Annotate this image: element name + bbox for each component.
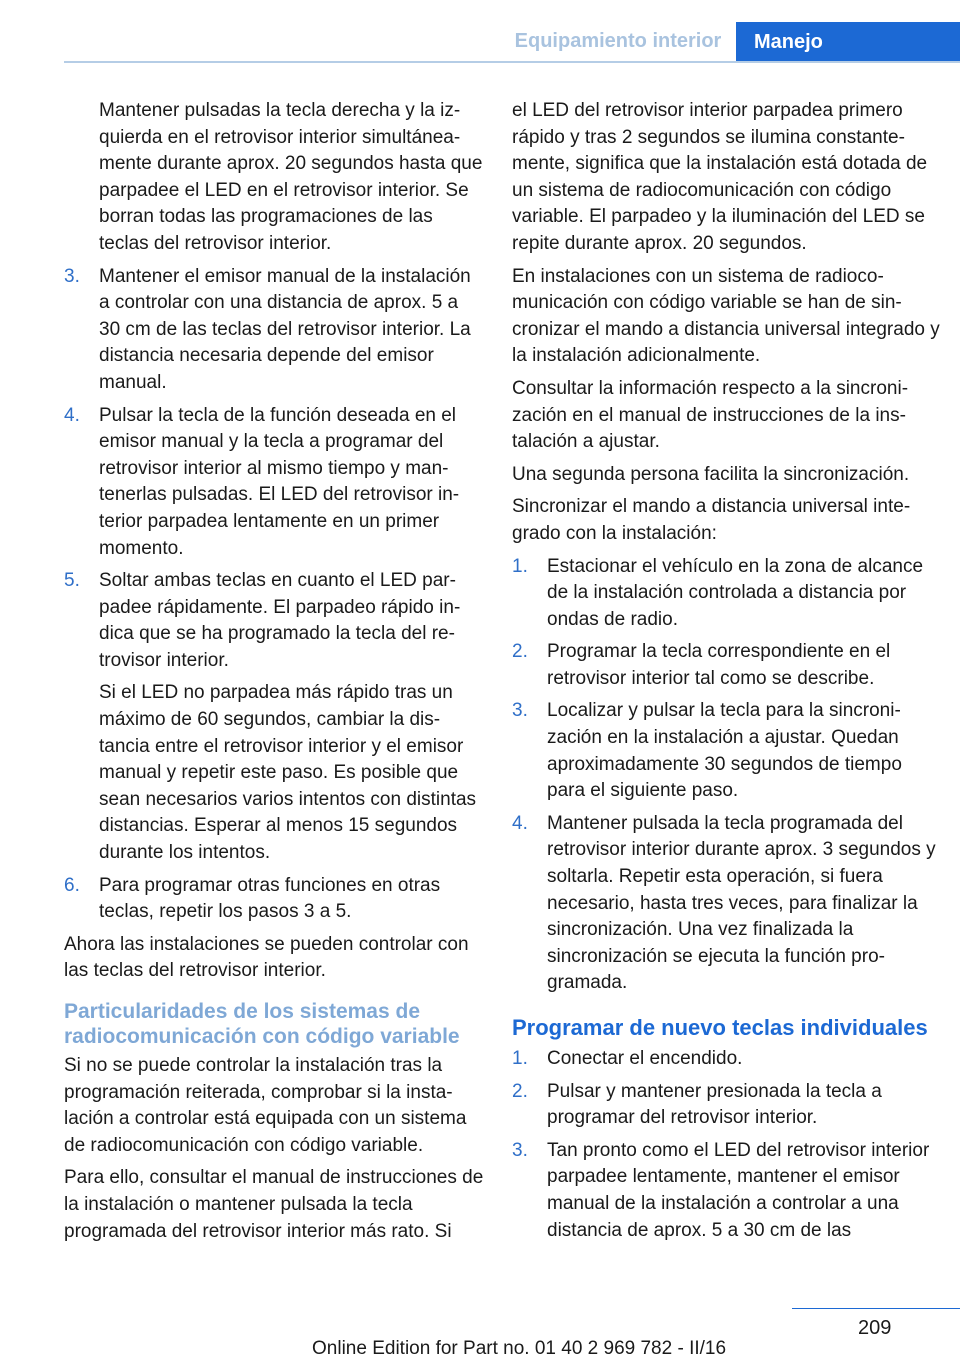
step-text: Mantener el emisor manual de la instalación a controlar con una distancia de aprox. 5 a 30 cm de las teclas del retrovisor interior. La distancia necesaria depende del emisor manual. [99,265,471,393]
subsection-heading: Particularidades de los sistemas de radiocomunicación con código variable [64,1000,460,1048]
right-column [512,98,942,1250]
step-text: Pulsar y mantener presionada la tecla a programar del retrovisor interior. [547,1080,882,1129]
page-number: 209 [858,1317,892,1339]
step-number: 3. [64,265,80,287]
step-2-continuation: Mantener pulsadas la tecla derecha y la izquierda en el retrovisor interior simultáneamente durante aprox. 20 segundos hasta que parpadee el LED en el retrovisor interior. Se borran todas las programaciones de las teclas del retrovisor interior. [99,100,483,254]
step-note: Si el LED no parpadea más rápido tras un máximo de 60 segundos, cambiar la distancia entre el retrovisor interior y el emisor manual y repetir este paso. Es posible que sean necesarios varios intentos con distintas distancias. Esperar al menos 15 segundos durante los intentos. [99,682,477,864]
step-text: Pulsar la tecla de la función deseada en el emisor manual y la tecla a programar del retrovisor interior al mismo tiempo y mantenerlas pulsadas. El LED del retrovisor interior parpadea lentamente en un primer momento. [99,404,460,559]
step-number: 5. [64,570,80,592]
list-item [512,1046,942,1073]
left-column [64,98,484,1251]
paragraph: el LED del retrovisor interior parpadea primero rápido y tras 2 segundos se ilumina constantemente, significa que la instalación está dotada de un sistema de radiocomunicación con código variable. El parpadeo y la iluminación del LED se repite durante aprox. 20 segundos. [512,100,928,254]
section-heading: Programar de nuevo teclas individuales [512,1015,928,1040]
step-text: Soltar ambas teclas en cuanto el LED parpadee rápidamente. El parpadeo rápido indica que se ha programado la tecla del retrovisor interior. [99,570,461,671]
paragraph: Consultar la información respecto a la sincronización en el manual de instrucciones de la instalación a ajustar. [512,377,909,453]
paragraph: Sincronizar el mando a distancia universal integrado con la instalación: [512,496,911,544]
step-text: Tan pronto como el LED del retrovisor interior parpadee lentamente, mantener el emisor manual de la instalación a controlar a una distancia de aprox. 5 a 30 cm de las [547,1139,930,1241]
reprogram-steps [512,1046,942,1244]
list-item [512,639,942,692]
step-text: Mantener pulsada la tecla programada del retrovisor interior durante aprox. 3 segundos y soltarla. Repetir esta operación, si fuera necesario, hasta tres veces, para finalizar la sincronización. Una vez finalizada la sincronización se ejecuta la función programada. [547,812,936,994]
paragraph: Si no se puede controlar la instalación tras la programación reiterada, comprobar si la instalación a controlar está equipada con un sistema de radiocomunicación con código variable. [64,1055,467,1156]
paragraph: Ahora las instalaciones se pueden controlar con las teclas del retrovisor interior. [64,933,469,982]
header-rule [64,61,960,63]
step-number: 1. [512,1048,528,1069]
step-number: 6. [64,874,80,896]
paragraph: Para ello, consultar el manual de instrucciones de la instalación o mantener pulsada la tecla programada del retrovisor interior más rato. Si [64,1167,484,1242]
list-item [64,873,484,926]
step-number: 2. [512,1080,528,1102]
footer-rule [792,1308,960,1309]
list-item [512,698,942,804]
list-item [512,554,942,634]
sync-steps [512,554,942,998]
header-chapter-label: Manejo [754,31,823,53]
header-chapter-tab [736,22,960,63]
list-item [64,568,484,867]
list-item [512,1079,942,1132]
list-item [64,403,484,563]
edition-note: Online Edition for Part no. 01 40 2 969 782 - II/16 [312,1338,727,1359]
step-number: 1. [512,555,528,577]
paragraph: Una segunda persona facilita la sincronización. [512,463,910,485]
step-number: 4. [512,812,528,834]
step-number: 3. [512,700,528,722]
step-text: Localizar y pulsar la tecla para la sincronización en la instalación a ajustar. Quedan aproximadamente 30 segundos de tiempo para el siguiente paso. [547,700,902,802]
list-item [64,264,484,397]
header-section-title: Equipamiento interior [514,30,722,52]
step-text: Estacionar el vehículo en la zona de alcance de la instalación controlada a distancia por ondas de radio. [547,555,924,630]
list-item [512,1138,942,1244]
step-text: Para programar otras funciones en otras teclas, repetir los pasos 3 a 5. [99,874,441,923]
programming-steps [64,264,484,926]
step-text: Programar la tecla correspondiente en el retrovisor interior tal como se describe. [547,641,891,689]
paragraph: En instalaciones con un sistema de radiocomunicación con código variable se han de sincronizar el mando a distancia universal integrado y la instalación adicionalmente. [512,265,940,367]
step-number: 3. [512,1139,528,1161]
step-text: Conectar el encendido. [547,1048,743,1069]
list-item [512,811,942,997]
step-number: 2. [512,641,528,663]
step-number: 4. [64,404,80,426]
